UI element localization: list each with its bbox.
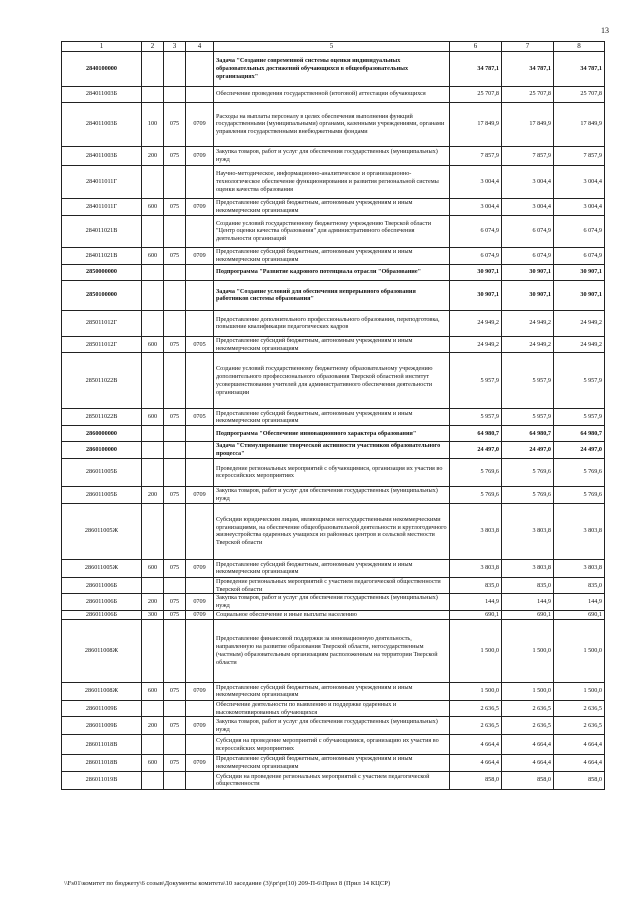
cell-vr: 300	[142, 610, 164, 619]
cell-amount-1: 5 957,9	[450, 353, 502, 409]
cell-description: Субсидия на проведение мероприятий с обучающимися, организацию их участия во всероссийских мероприятиях	[214, 735, 450, 755]
table-row	[62, 165, 605, 198]
header-cell: 1	[62, 42, 142, 52]
cell-vedomstvo	[164, 700, 186, 717]
cell-code: 2860100000	[62, 442, 142, 459]
table-row	[62, 577, 605, 594]
cell-razdel	[186, 426, 214, 442]
cell-razdel	[186, 310, 214, 336]
cell-vr	[142, 458, 164, 486]
cell-razdel	[186, 458, 214, 486]
table-row	[62, 458, 605, 486]
cell-code: 286011005Ж	[62, 503, 142, 559]
cell-code: 285011012Г	[62, 336, 142, 353]
cell-vedomstvo	[164, 426, 186, 442]
cell-razdel	[186, 264, 214, 280]
cell-amount-1: 5 769,6	[450, 486, 502, 503]
cell-description: Проведение региональных мероприятий с участием педагогической общественности Тверской области	[214, 577, 450, 594]
cell-razdel: 0709	[186, 610, 214, 619]
cell-vr: 200	[142, 717, 164, 735]
budget-table	[61, 41, 605, 790]
cell-amount-1: 2 636,5	[450, 717, 502, 735]
cell-vr	[142, 771, 164, 789]
cell-amount-3: 30 907,1	[554, 280, 605, 310]
cell-description: Предоставление субсидий бюджетным, автономным учреждениям и иным некоммерческим организациям	[214, 198, 450, 215]
cell-description: Задача "Стимулирование творческой активности участников образовательного процесса"	[214, 442, 450, 459]
cell-vedomstvo: 075	[164, 610, 186, 619]
cell-vedomstvo	[164, 577, 186, 594]
cell-razdel: 0709	[186, 486, 214, 503]
cell-amount-3: 6 074,9	[554, 247, 605, 264]
cell-vr: 100	[142, 102, 164, 146]
cell-amount-1: 3 803,8	[450, 503, 502, 559]
cell-description: Научно-методическое, информационно-аналитическое и организационно-технологическое обеспечение функционирования и развития региональной системы оценки качества образования	[214, 165, 450, 198]
cell-code: 286011005Б	[62, 486, 142, 503]
cell-vedomstvo: 075	[164, 146, 186, 165]
cell-code: 286011018В	[62, 755, 142, 772]
cell-amount-2: 2 636,5	[502, 700, 554, 717]
cell-code: 286011019В	[62, 771, 142, 789]
cell-amount-1: 34 787,1	[450, 51, 502, 86]
header-cell: 2	[142, 42, 164, 52]
cell-description: Создание условий государственному бюджетному образовательному учреждению дополнительного профессионального образования Тверской областной институт усовершенствования учителей для административного обеспечения деятельности организации	[214, 353, 450, 409]
table-row	[62, 426, 605, 442]
cell-amount-1: 835,0	[450, 577, 502, 594]
cell-vedomstvo: 075	[164, 682, 186, 700]
cell-code: 286011009Б	[62, 717, 142, 735]
cell-amount-3: 690,1	[554, 610, 605, 619]
cell-amount-3: 1 500,0	[554, 682, 605, 700]
cell-vr	[142, 577, 164, 594]
table-row	[62, 619, 605, 682]
cell-code: 284011021В	[62, 215, 142, 247]
cell-vr: 600	[142, 198, 164, 215]
cell-code: 285011022В	[62, 409, 142, 426]
table-row	[62, 717, 605, 735]
cell-amount-1: 24 949,2	[450, 336, 502, 353]
cell-amount-2: 6 074,9	[502, 215, 554, 247]
cell-amount-1: 17 849,9	[450, 102, 502, 146]
cell-amount-2: 24 497,0	[502, 442, 554, 459]
cell-vedomstvo	[164, 442, 186, 459]
cell-razdel	[186, 442, 214, 459]
cell-description: Субсидии юридическим лицам, являющимся негосударственными некоммерческими организациями, на обеспечение общеобразовательной деятельности и круглогодичного жизнеустройства одаренных учащихся из районных центров и сельской местности Тверской области	[214, 503, 450, 559]
table-row	[62, 280, 605, 310]
cell-amount-3: 24 949,2	[554, 310, 605, 336]
cell-amount-3: 30 907,1	[554, 264, 605, 280]
cell-code: 286011006Б	[62, 610, 142, 619]
table-row	[62, 310, 605, 336]
cell-vedomstvo	[164, 619, 186, 682]
cell-razdel	[186, 771, 214, 789]
cell-amount-2: 64 980,7	[502, 426, 554, 442]
cell-vr	[142, 442, 164, 459]
cell-razdel	[186, 619, 214, 682]
cell-code: 284011003Б	[62, 146, 142, 165]
cell-vedomstvo	[164, 353, 186, 409]
cell-amount-1: 1 500,0	[450, 682, 502, 700]
table-row	[62, 146, 605, 165]
cell-amount-1: 24 497,0	[450, 442, 502, 459]
cell-code: 285011022В	[62, 353, 142, 409]
cell-vedomstvo	[164, 771, 186, 789]
cell-amount-1: 4 664,4	[450, 735, 502, 755]
cell-code: 284011011Г	[62, 165, 142, 198]
cell-razdel: 0709	[186, 102, 214, 146]
header-cell: 8	[554, 42, 605, 52]
cell-vr: 600	[142, 409, 164, 426]
cell-amount-2: 24 949,2	[502, 336, 554, 353]
cell-razdel	[186, 577, 214, 594]
cell-vr: 600	[142, 755, 164, 772]
cell-vedomstvo	[164, 86, 186, 102]
cell-description: Обеспечение проведения государственной (итоговой) аттестации обучающихся	[214, 86, 450, 102]
cell-description: Предоставление субсидий бюджетным, автономным учреждениям и иным некоммерческим организациям	[214, 409, 450, 426]
table-row	[62, 86, 605, 102]
cell-amount-2: 690,1	[502, 610, 554, 619]
cell-code: 284011021В	[62, 247, 142, 264]
cell-vedomstvo: 075	[164, 336, 186, 353]
cell-vedomstvo	[164, 264, 186, 280]
cell-amount-1: 690,1	[450, 610, 502, 619]
cell-amount-3: 25 707,8	[554, 86, 605, 102]
table-row	[62, 51, 605, 86]
table-row	[62, 682, 605, 700]
cell-razdel: 0709	[186, 594, 214, 611]
cell-amount-2: 2 636,5	[502, 717, 554, 735]
cell-description: Субсидии на проведение региональных мероприятий с участием педагогической общественности	[214, 771, 450, 789]
header-cell: 4	[186, 42, 214, 52]
cell-amount-2: 144,9	[502, 594, 554, 611]
cell-razdel	[186, 503, 214, 559]
cell-razdel: 0709	[186, 146, 214, 165]
cell-amount-2: 835,0	[502, 577, 554, 594]
cell-vr: 600	[142, 682, 164, 700]
cell-amount-3: 1 500,0	[554, 619, 605, 682]
cell-vedomstvo	[164, 165, 186, 198]
table-row	[62, 336, 605, 353]
cell-amount-1: 4 664,4	[450, 755, 502, 772]
cell-amount-1: 3 803,8	[450, 559, 502, 577]
cell-vedomstvo: 075	[164, 247, 186, 264]
cell-amount-1: 2 636,5	[450, 700, 502, 717]
cell-amount-3: 2 636,5	[554, 717, 605, 735]
cell-code: 286011008Ж	[62, 619, 142, 682]
cell-amount-3: 24 497,0	[554, 442, 605, 459]
cell-razdel: 0709	[186, 682, 214, 700]
cell-amount-3: 144,9	[554, 594, 605, 611]
table-row	[62, 353, 605, 409]
cell-amount-2: 4 664,4	[502, 735, 554, 755]
cell-vedomstvo	[164, 51, 186, 86]
header-cell: 7	[502, 42, 554, 52]
cell-amount-1: 30 907,1	[450, 264, 502, 280]
cell-amount-1: 6 074,9	[450, 215, 502, 247]
cell-amount-3: 4 664,4	[554, 755, 605, 772]
cell-amount-2: 858,0	[502, 771, 554, 789]
cell-code: 284011003Б	[62, 102, 142, 146]
cell-amount-3: 5 769,6	[554, 458, 605, 486]
cell-vedomstvo: 075	[164, 755, 186, 772]
cell-code: 284011011Г	[62, 198, 142, 215]
cell-razdel	[186, 51, 214, 86]
cell-vedomstvo	[164, 503, 186, 559]
cell-amount-1: 5 769,6	[450, 458, 502, 486]
cell-description: Социальное обеспечение и иные выплаты населению	[214, 610, 450, 619]
cell-amount-3: 5 957,9	[554, 353, 605, 409]
cell-code: 285011012Г	[62, 310, 142, 336]
header-cell: 5	[214, 42, 450, 52]
cell-vr	[142, 165, 164, 198]
cell-razdel: 0709	[186, 559, 214, 577]
cell-vr: 600	[142, 247, 164, 264]
cell-description: Предоставление субсидий бюджетным, автономным учреждениям и иным некоммерческим организациям	[214, 559, 450, 577]
cell-amount-1: 25 707,8	[450, 86, 502, 102]
cell-amount-2: 17 849,9	[502, 102, 554, 146]
cell-razdel	[186, 165, 214, 198]
header-cell: 6	[450, 42, 502, 52]
cell-amount-2: 7 857,9	[502, 146, 554, 165]
cell-amount-3: 858,0	[554, 771, 605, 789]
cell-amount-2: 3 803,8	[502, 559, 554, 577]
cell-vedomstvo: 075	[164, 486, 186, 503]
cell-vr	[142, 700, 164, 717]
cell-amount-3: 3 004,4	[554, 198, 605, 215]
cell-amount-2: 5 769,6	[502, 486, 554, 503]
cell-amount-2: 3 004,4	[502, 165, 554, 198]
cell-code: 286011006Б	[62, 594, 142, 611]
cell-description: Закупка товаров, работ и услуг для обеспечения государственных (муниципальных) нужд	[214, 594, 450, 611]
cell-amount-3: 835,0	[554, 577, 605, 594]
cell-amount-2: 3 004,4	[502, 198, 554, 215]
cell-amount-1: 7 857,9	[450, 146, 502, 165]
cell-razdel	[186, 280, 214, 310]
cell-razdel	[186, 215, 214, 247]
cell-amount-1: 3 004,4	[450, 198, 502, 215]
cell-description: Предоставление субсидий бюджетным, автономным учреждениям и иным некоммерческим организациям	[214, 336, 450, 353]
cell-amount-2: 1 500,0	[502, 619, 554, 682]
header-cell: 3	[164, 42, 186, 52]
cell-vr: 200	[142, 146, 164, 165]
cell-description: Проведение региональных мероприятий с обучающимися, организация их участия во всероссийских мероприятиях	[214, 458, 450, 486]
cell-amount-2: 24 949,2	[502, 310, 554, 336]
cell-code: 286011005Б	[62, 458, 142, 486]
cell-amount-3: 2 636,5	[554, 700, 605, 717]
cell-amount-3: 4 664,4	[554, 735, 605, 755]
cell-amount-3: 64 980,7	[554, 426, 605, 442]
cell-description: Предоставление субсидий бюджетным, автономным учреждениям и иным некоммерческим организациям	[214, 682, 450, 700]
cell-vr	[142, 280, 164, 310]
cell-vedomstvo	[164, 310, 186, 336]
cell-description: Предоставление субсидий бюджетным, автономным учреждениям и иным некоммерческим организациям	[214, 247, 450, 264]
table-row	[62, 610, 605, 619]
cell-razdel: 0709	[186, 198, 214, 215]
cell-vr	[142, 426, 164, 442]
cell-vr	[142, 619, 164, 682]
table-row	[62, 198, 605, 215]
table-row	[62, 247, 605, 264]
cell-vr	[142, 264, 164, 280]
cell-razdel: 0705	[186, 409, 214, 426]
cell-amount-2: 1 500,0	[502, 682, 554, 700]
cell-code: 286011008Ж	[62, 682, 142, 700]
cell-vedomstvo: 075	[164, 102, 186, 146]
cell-amount-1: 1 500,0	[450, 619, 502, 682]
cell-vr	[142, 503, 164, 559]
cell-amount-3: 34 787,1	[554, 51, 605, 86]
cell-amount-1: 5 957,9	[450, 409, 502, 426]
cell-vedomstvo: 075	[164, 409, 186, 426]
cell-amount-2: 5 957,9	[502, 409, 554, 426]
cell-vr	[142, 735, 164, 755]
cell-amount-3: 5 769,6	[554, 486, 605, 503]
cell-vr	[142, 353, 164, 409]
cell-code: 2850100000	[62, 280, 142, 310]
cell-vedomstvo: 075	[164, 559, 186, 577]
cell-description: Предоставление дополнительного профессионального образования, переподготовка, повышение квалификации педагогических кадров	[214, 310, 450, 336]
table-row	[62, 503, 605, 559]
cell-vedomstvo	[164, 215, 186, 247]
table-row	[62, 442, 605, 459]
cell-description: Подпрограмма "Развитие кадрового потенциала отрасли "Образование"	[214, 264, 450, 280]
cell-amount-1: 64 980,7	[450, 426, 502, 442]
cell-vedomstvo: 075	[164, 198, 186, 215]
cell-description: Закупка товаров, работ и услуг для обеспечения государственных (муниципальных) нужд	[214, 717, 450, 735]
cell-code: 286011009Б	[62, 700, 142, 717]
cell-amount-2: 4 664,4	[502, 755, 554, 772]
table-row	[62, 264, 605, 280]
cell-vedomstvo: 075	[164, 594, 186, 611]
cell-razdel: 0705	[186, 336, 214, 353]
table-row	[62, 559, 605, 577]
cell-description: Предоставление финансовой поддержки за инновационную деятельность, направленную на развитие образования Тверской области, негосударственным (частным) образовательным организациям расположенным на территории Тверской области	[214, 619, 450, 682]
cell-razdel	[186, 700, 214, 717]
cell-amount-3: 3 004,4	[554, 165, 605, 198]
cell-amount-1: 6 074,9	[450, 247, 502, 264]
cell-description: Задача "Создание условий для обеспечения непрерывного образования работников системы образования"	[214, 280, 450, 310]
table-header-row	[62, 42, 605, 52]
cell-vedomstvo	[164, 280, 186, 310]
cell-amount-1: 144,9	[450, 594, 502, 611]
cell-amount-1: 858,0	[450, 771, 502, 789]
cell-description: Закупка товаров, работ и услуг для обеспечения государственных (муниципальных) нужд	[214, 146, 450, 165]
table-row	[62, 486, 605, 503]
cell-amount-3: 6 074,9	[554, 215, 605, 247]
cell-vr: 600	[142, 559, 164, 577]
cell-amount-3: 7 857,9	[554, 146, 605, 165]
cell-amount-3: 24 949,2	[554, 336, 605, 353]
cell-razdel: 0709	[186, 755, 214, 772]
cell-vr	[142, 310, 164, 336]
cell-code: 2850000000	[62, 264, 142, 280]
cell-vedomstvo	[164, 735, 186, 755]
cell-vr	[142, 215, 164, 247]
cell-amount-2: 30 907,1	[502, 264, 554, 280]
cell-amount-2: 30 907,1	[502, 280, 554, 310]
cell-amount-1: 24 949,2	[450, 310, 502, 336]
cell-razdel: 0709	[186, 717, 214, 735]
cell-amount-2: 6 074,9	[502, 247, 554, 264]
cell-amount-2: 3 803,8	[502, 503, 554, 559]
cell-code: 2840100000	[62, 51, 142, 86]
page-number: 13	[601, 26, 609, 35]
cell-code: 2860000000	[62, 426, 142, 442]
cell-amount-3: 5 957,9	[554, 409, 605, 426]
cell-vr	[142, 86, 164, 102]
cell-code: 284011003Б	[62, 86, 142, 102]
table-row	[62, 215, 605, 247]
cell-amount-3: 3 803,8	[554, 559, 605, 577]
table-row	[62, 755, 605, 772]
cell-description: Задача "Создание современной системы оценки индивидуальных образовательных достижений обучающихся в общеобразовательных организациях"	[214, 51, 450, 86]
table-row	[62, 771, 605, 789]
table-row	[62, 700, 605, 717]
cell-amount-3: 17 849,9	[554, 102, 605, 146]
cell-amount-2: 5 769,6	[502, 458, 554, 486]
cell-vr: 600	[142, 336, 164, 353]
cell-amount-1: 30 907,1	[450, 280, 502, 310]
cell-vedomstvo	[164, 458, 186, 486]
cell-description: Предоставление субсидий бюджетным, автономным учреждениям и иным некоммерческим организациям	[214, 755, 450, 772]
cell-amount-2: 25 707,8	[502, 86, 554, 102]
cell-razdel: 0709	[186, 247, 214, 264]
cell-amount-3: 3 803,8	[554, 503, 605, 559]
cell-amount-2: 5 957,9	[502, 353, 554, 409]
cell-amount-1: 3 004,4	[450, 165, 502, 198]
cell-description: Расходы на выплаты персоналу в целях обеспечения выполнения функций государственными (муниципальными) органами, казенными учреждениями, органами управления государственными внебюджетными фондами	[214, 102, 450, 146]
cell-code: 286011006Б	[62, 577, 142, 594]
table-row	[62, 102, 605, 146]
cell-code: 286011018В	[62, 735, 142, 755]
cell-code: 286011005Ж	[62, 559, 142, 577]
table-row	[62, 409, 605, 426]
cell-razdel	[186, 86, 214, 102]
cell-description: Создание условий государственному бюджетному учреждению Тверской области "Центр оценки качества образования" для административного обеспечения деятельности организаций	[214, 215, 450, 247]
table-row	[62, 735, 605, 755]
cell-vedomstvo: 075	[164, 717, 186, 735]
cell-description: Подпрограмма "Обеспечение инновационного характера образования"	[214, 426, 450, 442]
cell-vr: 200	[142, 486, 164, 503]
cell-vr: 200	[142, 594, 164, 611]
table-row	[62, 594, 605, 611]
cell-amount-2: 34 787,1	[502, 51, 554, 86]
file-path-footer: \\Fs01\комитет по бюджету\6 созыв\Документы комитета\10 заседание (3)\pr\pr(10) 209-П-6\Прил 8 (Прил 14 КЦСР)	[64, 880, 391, 887]
cell-vr	[142, 51, 164, 86]
cell-razdel	[186, 353, 214, 409]
cell-description: Обеспечение деятельности по выявлению и поддержке одаренных и высокомотивированных обучающихся	[214, 700, 450, 717]
cell-razdel	[186, 735, 214, 755]
cell-description: Закупка товаров, работ и услуг для обеспечения государственных (муниципальных) нужд	[214, 486, 450, 503]
